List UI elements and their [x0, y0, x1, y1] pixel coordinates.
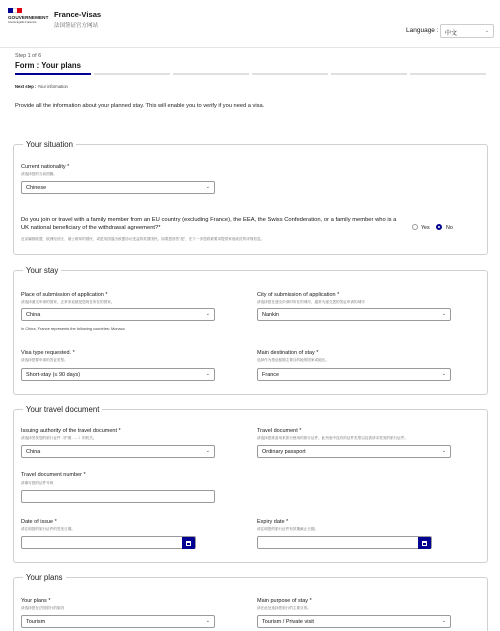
government-logo[interactable]: [8, 8, 52, 24]
expiry-date-hint: 请注明您的旅行证件有效期截止日期。: [257, 527, 319, 531]
authority-select[interactable]: China ⌄: [21, 445, 215, 458]
progress-step-2: [94, 73, 170, 75]
plans-select[interactable]: Tourism ⌄: [21, 615, 215, 628]
section-title: Your situation: [23, 140, 76, 149]
place-select[interactable]: China ⌄: [21, 308, 215, 321]
section-title: Your stay: [23, 266, 61, 275]
expiry-date-label: Expiry date *: [257, 519, 289, 525]
chevron-down-icon: ⌄: [205, 371, 210, 377]
document-number-input[interactable]: [21, 490, 215, 503]
authority-label: Issuing authority of the travel document *: [21, 428, 121, 434]
visa-type-label: Visa type requested. *: [21, 350, 75, 356]
next-step: Next step : Your information: [15, 84, 68, 89]
destination-select[interactable]: France ⌄: [257, 368, 451, 381]
progress-step-3: [173, 73, 249, 75]
radio-yes-label[interactable]: Yes: [421, 225, 430, 231]
calendar-icon[interactable]: [418, 537, 431, 549]
progress-step-1: [15, 73, 91, 75]
language-label: Language :: [406, 27, 439, 34]
chevron-down-icon: ⌄: [441, 371, 446, 377]
chevron-down-icon: ⌄: [205, 184, 210, 190]
section-your-plans: [13, 573, 488, 631]
destination-label: Main destination of stay *: [257, 350, 319, 356]
nationality-label: Current nationality *: [21, 164, 70, 170]
purpose-hint: 请在此处选择您旅行的主要目的。: [257, 606, 311, 610]
visa-type-select[interactable]: Short-stay (≤ 90 days) ⌄: [21, 368, 215, 381]
travel-document-select[interactable]: Ordinary passport ⌄: [257, 445, 451, 458]
chevron-down-icon: ⌄: [205, 311, 210, 317]
authority-hint: 请选择签发您的旅行证件（护照……）的机关。: [21, 436, 97, 440]
nationality-select[interactable]: Chinese ⌄: [21, 181, 215, 194]
family-hint: 近亲属指欧盟、欧洲经济区、瑞士联邦的国民、或是英国退出欧盟协议受益的英国国民。如果您回答“是”，在下一步您将被要求提供家庭成员的详细信息。: [21, 237, 265, 241]
document-number-label: Travel document number *: [21, 472, 86, 478]
issue-date-input[interactable]: [21, 536, 196, 549]
progress-step-6: [410, 73, 486, 75]
page-title: Form : Your plans: [15, 61, 81, 70]
language-value: 中文: [445, 31, 458, 37]
language-select[interactable]: [440, 24, 494, 38]
chevron-down-icon: ⌄: [205, 618, 210, 624]
progress-step-5: [331, 73, 407, 75]
calendar-icon[interactable]: [182, 537, 195, 549]
site-title[interactable]: France-Visas: [54, 10, 102, 19]
travel-document-label: Travel document *: [257, 428, 302, 434]
expiry-date-input[interactable]: [257, 536, 432, 549]
section-travel-document: [13, 405, 488, 563]
site-header: [0, 0, 500, 48]
plans-label: Your plans *: [21, 598, 51, 604]
intro-text: Provide all the information about your planned stay. This will enable you to verify if you need a visa.: [15, 103, 265, 109]
site-subtitle: 法国签证官方网站: [54, 23, 99, 29]
visa-type-hint: 请选择您要申请的签证类型。: [21, 358, 68, 362]
radio-no-label[interactable]: No: [446, 225, 453, 231]
family-question: Do you join or travel with a family member from an EU country (excluding France), the EEA, the Swiss Confederation, or a family member who is a UK national beneficiary of the withdrawal agreement?*: [21, 217, 397, 231]
issue-date-label: Date of issue *: [21, 519, 57, 525]
section-title: Your travel document: [23, 405, 102, 414]
chevron-down-icon: ⌄: [205, 448, 210, 454]
plans-hint: 请选择您在法国旅行的原因: [21, 606, 65, 610]
progress-step-4: [252, 73, 328, 75]
step-indicator: Step 1 of 6: [15, 53, 42, 59]
city-select[interactable]: Nankin ⌄: [257, 308, 451, 321]
place-note: In China, France represents the following countries: Monaco: [21, 326, 125, 331]
chevron-down-icon: ⌄: [441, 448, 446, 454]
chevron-down-icon: ⌄: [484, 28, 489, 34]
purpose-label: Main purpose of stay *: [257, 598, 312, 604]
radio-no[interactable]: [436, 224, 442, 230]
motto: Liberté Égalité Fraternité: [8, 21, 37, 24]
chevron-down-icon: ⌄: [441, 311, 446, 317]
place-hint: 请选择递交申请的国家，正常来说就是您现在所在的国家。: [21, 300, 115, 304]
nationality-hint: 请选择您的当前国籍。: [21, 172, 57, 176]
issue-date-hint: 请注明您的旅行证件的签发日期。: [21, 527, 75, 531]
radio-yes[interactable]: [412, 224, 418, 230]
city-label: City of submission of application *: [257, 292, 340, 298]
gov-name: GOUVERNEMENT: [8, 15, 49, 20]
chevron-down-icon: ⌄: [441, 618, 446, 624]
place-label: Place of submission of application *: [21, 292, 108, 298]
travel-document-hint: 请选择您准备用来旅行使用的旅行证件。此列表中没有的证件类型以及需请求签发的旅行证件。: [257, 436, 408, 440]
purpose-select[interactable]: Tourism / Private visit ⌄: [257, 615, 451, 628]
destination-hint: 选择作为您逗留期主要目的地的国家或地区。: [257, 358, 329, 362]
section-your-situation: [13, 140, 488, 255]
section-title: Your plans: [23, 573, 66, 582]
city-hint: 请选择您在递交申请时所在的城市，通常为递交您的签证申请的城市: [257, 300, 365, 304]
section-your-stay: [13, 266, 488, 395]
french-flag-icon: [8, 8, 22, 13]
document-number-hint: 请填写您的证件号码: [21, 481, 54, 485]
